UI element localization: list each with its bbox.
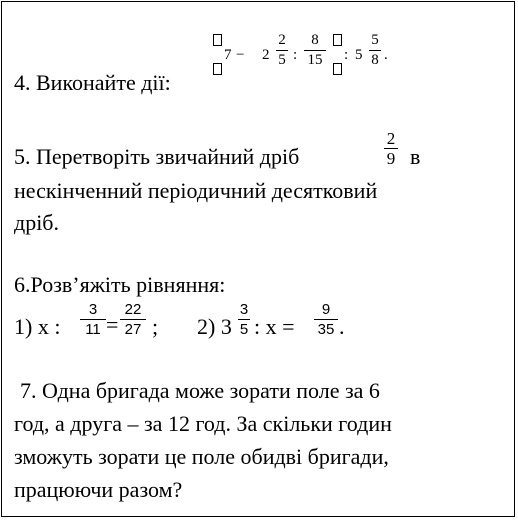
task5-text: 5. Перетворіть звичайний дріб [14,144,300,169]
expr-colon: : [293,47,298,63]
task7-line1: 7. Одна бригада може зорати поле за 6 [20,378,380,403]
numerator: 5 [371,32,379,48]
eq1-fraction-22-27 [120,301,146,338]
task6-title: 6.Розв’яжіть рівняння: [14,272,226,297]
denominator: 35 [317,321,335,338]
expr-dot: . [384,47,388,63]
numerator: 8 [311,32,319,48]
fraction-5-8 [369,32,381,69]
denominator: 15 [307,52,323,68]
expr-mixed-whole: 5 [355,47,363,63]
eq1-fraction-3-11 [80,301,106,338]
denominator: 8 [371,52,379,68]
expr-colon: : [344,47,349,63]
eq2-dot: . [339,314,345,339]
placeholder-box [333,63,342,75]
placeholder-box [213,63,222,75]
numerator: 2 [278,32,286,48]
task5-line2: нескінченний періодичний десятковий [14,178,378,203]
fraction-8-15 [304,32,326,69]
task7-line3: зможуть зорати це поле обидві бригади, [14,444,389,469]
denominator: 11 [85,321,101,338]
fraction-2-5 [276,32,288,69]
eq2-fraction-3-5 [238,301,250,338]
task4-label: 4. Виконайте дії: [14,70,171,95]
fraction-2-9 [384,130,398,167]
task5-line3: дріб. [14,210,59,235]
placeholder-box [213,34,222,46]
numerator: 2 [386,129,396,148]
task5-after: в [410,144,421,169]
denominator: 9 [386,149,396,168]
eq2-middle: : x = [254,314,295,339]
eq1-label: 1) x : [14,314,61,339]
numerator: 22 [124,301,142,318]
task7-line2: год, а друга – за 12 год. За скільки годин [14,411,392,436]
expr-minus: − [236,47,245,63]
denominator: 27 [124,321,142,338]
placeholder-box [333,34,342,46]
expr-mixed-whole: 2 [262,47,270,63]
numerator: 3 [88,301,98,318]
eq2-label: 2) 3 [197,314,232,339]
eq1-semicolon: ; [152,314,159,339]
numerator: 3 [239,301,249,318]
expr-int: 7 [224,47,232,63]
denominator: 5 [278,52,286,68]
eq1-equals: = [106,312,119,337]
eq2-fraction-9-35 [314,301,338,338]
denominator: 5 [239,321,249,338]
task5-line1 [14,144,299,170]
task7-line4: працюючи разом? [14,477,183,502]
numerator: 9 [321,301,331,318]
